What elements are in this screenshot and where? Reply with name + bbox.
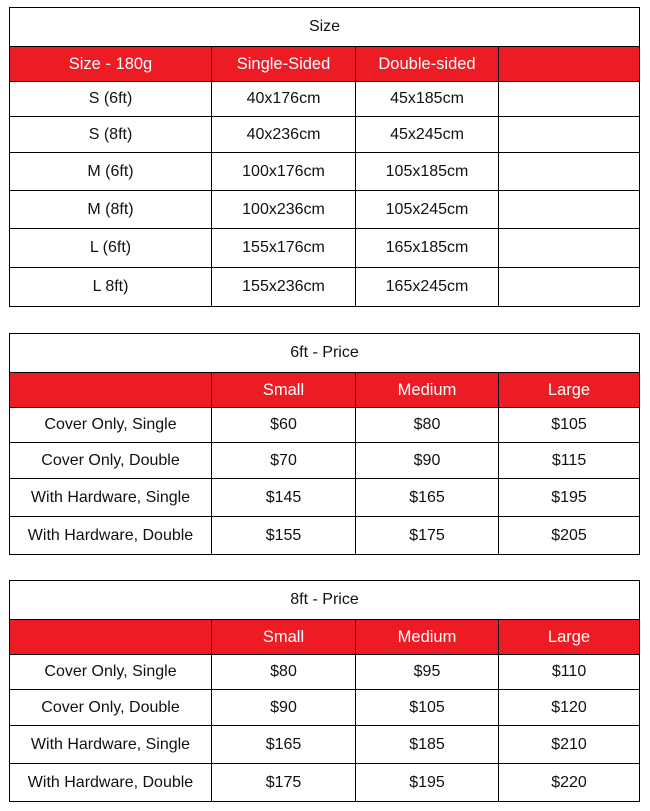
- price-cell: $145: [212, 479, 356, 517]
- price-cell: $115: [499, 443, 640, 479]
- cell: 45x185cm: [356, 82, 499, 117]
- price-cell: $165: [356, 479, 499, 517]
- table-row: [10, 517, 640, 555]
- price-cell: $165: [212, 726, 356, 764]
- cell: 100x176cm: [212, 153, 356, 191]
- table-title: 8ft - Price: [10, 581, 640, 620]
- price-cell: $220: [499, 764, 640, 802]
- price-cell: $80: [212, 655, 356, 690]
- row-label: With Hardware, Single: [10, 479, 212, 517]
- cell: 45x245cm: [356, 117, 499, 153]
- cell: 155x236cm: [212, 268, 356, 307]
- header-cell: Single-Sided: [212, 47, 356, 82]
- header-cell: Medium: [356, 620, 499, 655]
- header-cell: Large: [499, 373, 640, 408]
- table-row: [10, 117, 640, 153]
- row-label: With Hardware, Double: [10, 764, 212, 802]
- price-cell: $155: [212, 517, 356, 555]
- price-cell: $95: [356, 655, 499, 690]
- cell: [499, 153, 640, 191]
- row-label: L (6ft): [10, 229, 212, 268]
- cell: 165x185cm: [356, 229, 499, 268]
- table-row: [10, 479, 640, 517]
- cell: [499, 191, 640, 229]
- price-cell: $90: [212, 690, 356, 726]
- price-cell: $110: [499, 655, 640, 690]
- table-row: [10, 268, 640, 307]
- header-cell: Double-sided: [356, 47, 499, 82]
- price-8ft-table: [9, 580, 640, 802]
- table-row: [10, 153, 640, 191]
- price-cell: $175: [356, 517, 499, 555]
- price-cell: $90: [356, 443, 499, 479]
- table-header-row: [10, 47, 640, 82]
- size-table: [9, 7, 640, 307]
- price-cell: $195: [499, 479, 640, 517]
- row-label: S (8ft): [10, 117, 212, 153]
- header-cell: Large: [499, 620, 640, 655]
- table-row: [10, 690, 640, 726]
- price-cell: $195: [356, 764, 499, 802]
- header-cell: Small: [212, 620, 356, 655]
- price-cell: $210: [499, 726, 640, 764]
- table-row: [10, 408, 640, 443]
- price-cell: $120: [499, 690, 640, 726]
- table-row: [10, 443, 640, 479]
- table-row: [10, 655, 640, 690]
- price-6ft-table: [9, 333, 640, 555]
- cell: 40x236cm: [212, 117, 356, 153]
- cell: [499, 268, 640, 307]
- row-label: M (8ft): [10, 191, 212, 229]
- table-row: [10, 764, 640, 802]
- header-cell: Medium: [356, 373, 499, 408]
- table-row: [10, 191, 640, 229]
- cell: 100x236cm: [212, 191, 356, 229]
- table-title-row: [10, 8, 640, 47]
- row-label: M (6ft): [10, 153, 212, 191]
- price-cell: $105: [499, 408, 640, 443]
- header-cell: [10, 373, 212, 408]
- price-cell: $185: [356, 726, 499, 764]
- header-cell: Small: [212, 373, 356, 408]
- table-row: [10, 726, 640, 764]
- cell: [499, 117, 640, 153]
- cell: 105x185cm: [356, 153, 499, 191]
- row-label: Cover Only, Single: [10, 655, 212, 690]
- cell: 105x245cm: [356, 191, 499, 229]
- price-cell: $60: [212, 408, 356, 443]
- cell: 40x176cm: [212, 82, 356, 117]
- row-label: L 8ft): [10, 268, 212, 307]
- table-title: 6ft - Price: [10, 334, 640, 373]
- price-cell: $80: [356, 408, 499, 443]
- table-header-row: [10, 620, 640, 655]
- table-row: [10, 229, 640, 268]
- table-title: Size: [10, 8, 640, 47]
- price-cell: $105: [356, 690, 499, 726]
- row-label: With Hardware, Single: [10, 726, 212, 764]
- table-title-row: [10, 334, 640, 373]
- price-cell: $205: [499, 517, 640, 555]
- price-cell: $175: [212, 764, 356, 802]
- row-label: S (6ft): [10, 82, 212, 117]
- cell: [499, 229, 640, 268]
- table-row: [10, 82, 640, 117]
- cell: 165x245cm: [356, 268, 499, 307]
- row-label: Cover Only, Double: [10, 443, 212, 479]
- price-cell: $70: [212, 443, 356, 479]
- header-cell: [499, 47, 640, 82]
- row-label: Cover Only, Single: [10, 408, 212, 443]
- row-label: Cover Only, Double: [10, 690, 212, 726]
- cell: 155x176cm: [212, 229, 356, 268]
- table-title-row: [10, 581, 640, 620]
- header-cell: Size - 180g: [10, 47, 212, 82]
- table-header-row: [10, 373, 640, 408]
- row-label: With Hardware, Double: [10, 517, 212, 555]
- cell: [499, 82, 640, 117]
- header-cell: [10, 620, 212, 655]
